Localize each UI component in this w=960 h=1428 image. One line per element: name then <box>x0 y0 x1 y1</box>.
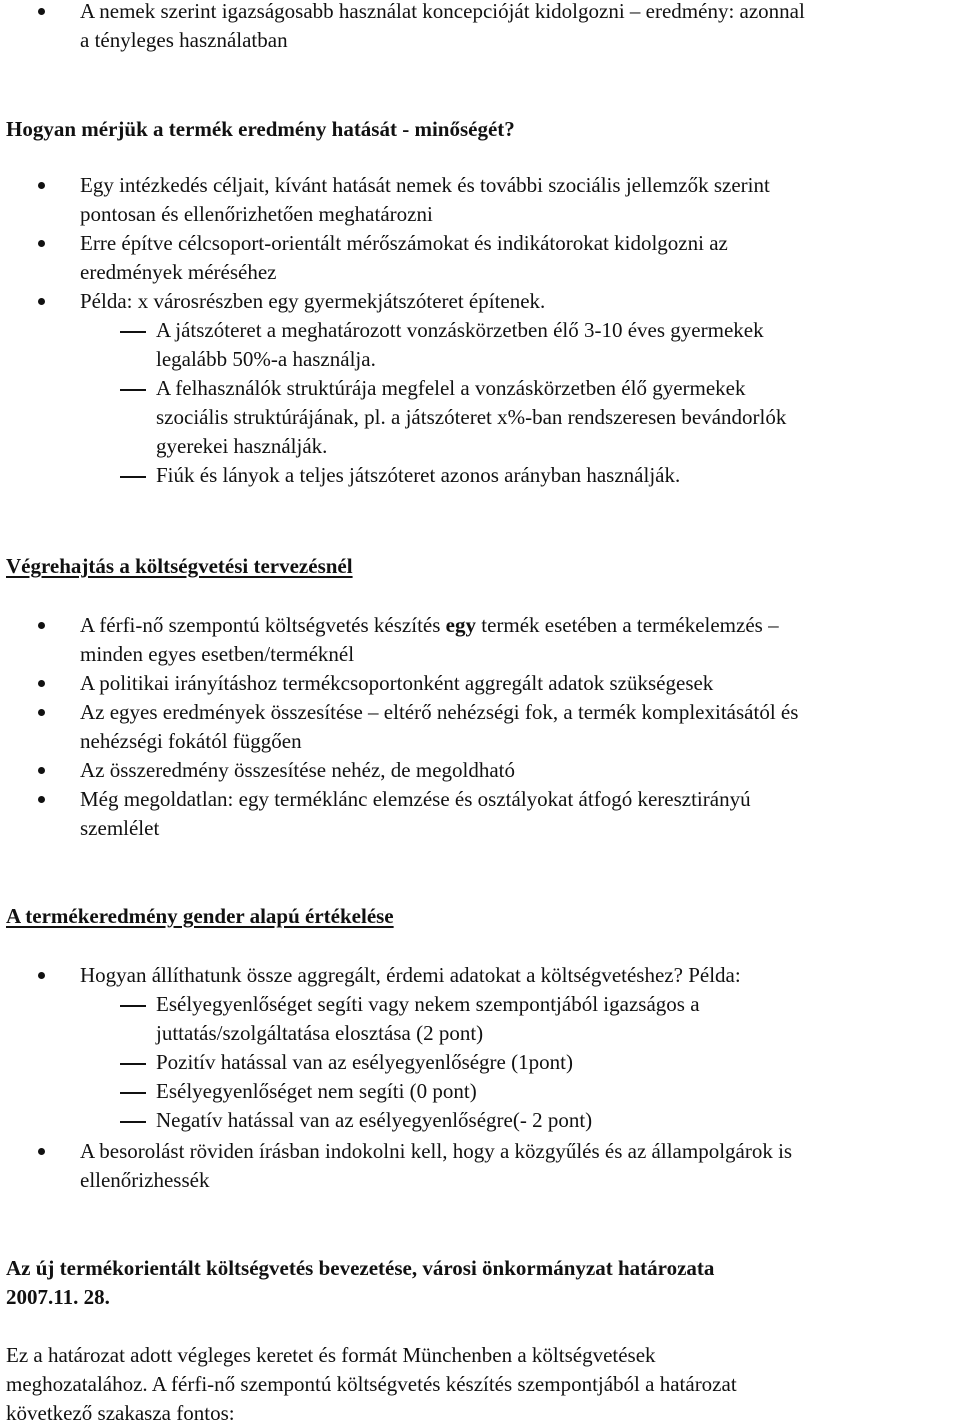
bullet-marker <box>38 622 45 629</box>
text-line: A férfi-nő szempontú költségvetés készítés egy termék esetében a termékelemzés – <box>80 613 779 637</box>
text-line: Még megoldatlan: egy terméklánc elemzése és osztályokat átfogó keresztirányú <box>80 787 751 811</box>
dash-marker <box>120 1063 146 1065</box>
text-line: Esélyegyenlőséget segíti vagy nekem szempontjából igazságos a <box>156 992 700 1016</box>
bullet-marker <box>38 298 45 305</box>
text-line: Az összeredmény összesítése nehéz, de megoldható <box>80 758 516 782</box>
text-line: eredmények méréséhez <box>80 260 277 284</box>
paragraph-line: következő szakasza fontos: <box>6 1401 235 1425</box>
text-line: gyerekei használják. <box>156 434 328 458</box>
text-line: Esélyegyenlőséget nem segíti (0 pont) <box>156 1079 477 1103</box>
text-line: Negatív hatással van az esélyegyenlőségre(- 2 pont) <box>156 1108 593 1132</box>
bullet-marker <box>38 767 45 774</box>
text-line: szociális struktúrájának, pl. a játszóteret x%-ban rendszeresen bevándorlók <box>156 405 787 429</box>
text-line: A politikai irányításhoz termékcsoportonként aggregált adatok szükségesek <box>80 671 714 695</box>
text-line: szemlélet <box>80 816 160 840</box>
text-line: ellenőrizhessék <box>80 1168 210 1192</box>
dash-marker <box>120 331 146 333</box>
bullet-marker <box>38 1148 45 1155</box>
bullet-marker <box>38 240 45 247</box>
text-line: pontosan és ellenőrizhetően meghatározni <box>80 202 433 226</box>
bullet-marker <box>38 709 45 716</box>
section-heading: Az új termékorientált költségvetés bevezetése, városi önkormányzat határozata <box>6 1256 715 1280</box>
bullet-marker <box>38 182 45 189</box>
text-line: A nemek szerint igazságosabb használat koncepcióját kidolgozni – eredmény: azonnal <box>80 0 805 23</box>
text-line: Egy intézkedés céljait, kívánt hatását nemek és további szociális jellemzők szerint <box>80 173 770 197</box>
section-heading: Végrehajtás a költségvetési tervezésnél <box>6 554 353 578</box>
bullet-marker <box>38 8 45 15</box>
bullet-marker <box>38 680 45 687</box>
text-line: A besorolást röviden írásban indokolni kell, hogy a közgyűlés és az állampolgárok is <box>80 1139 793 1163</box>
paragraph-line: meghozatalához. A férfi-nő szempontú költségvetés készítés szempontjából a határozat <box>6 1372 737 1396</box>
text-line: Fiúk és lányok a teljes játszóteret azonos arányban használják. <box>156 463 681 487</box>
paragraph-line: Ez a határozat adott végleges keretet és formát Münchenben a költségvetések <box>6 1343 656 1367</box>
text-line: nehézségi fokától függően <box>80 729 302 753</box>
section-heading: A termékeredmény gender alapú értékelése <box>6 904 394 928</box>
text-line: Erre építve célcsoport-orientált mérőszámokat és indikátorokat kidolgozni az <box>80 231 728 255</box>
text-line: minden egyes esetben/terméknél <box>80 642 355 666</box>
text-line: Hogyan állíthatunk össze aggregált, érdemi adatokat a költségvetéshez? Példa: <box>80 963 741 987</box>
dash-marker <box>120 1092 146 1094</box>
text-line: Pozitív hatással van az esélyegyenlőségre (1pont) <box>156 1050 573 1074</box>
bullet-marker <box>38 972 45 979</box>
text-line: legalább 50%-a használja. <box>156 347 376 371</box>
text-line: A játszóteret a meghatározott vonzáskörzetben élő 3-10 éves gyermekek <box>156 318 764 342</box>
dash-marker <box>120 1005 146 1007</box>
dash-marker <box>120 476 146 478</box>
section-heading: Hogyan mérjük a termék eredmény hatását - minőségét? <box>6 117 515 141</box>
dash-marker <box>120 1121 146 1123</box>
bullet-marker <box>38 796 45 803</box>
text-line: Az egyes eredmények összesítése – eltérő nehézségi fok, a termék komplexitásától és <box>80 700 799 724</box>
text-line: A felhasználók struktúrája megfelel a vonzáskörzetben élő gyermekek <box>156 376 746 400</box>
section-heading: 2007.11. 28. <box>6 1285 110 1309</box>
text-line: a tényleges használatban <box>80 28 288 52</box>
dash-marker <box>120 389 146 391</box>
text-line: juttatás/szolgáltatása elosztása (2 pont) <box>156 1021 484 1045</box>
text-line: Példa: x városrészben egy gyermekjátszóteret építenek. <box>80 289 546 313</box>
